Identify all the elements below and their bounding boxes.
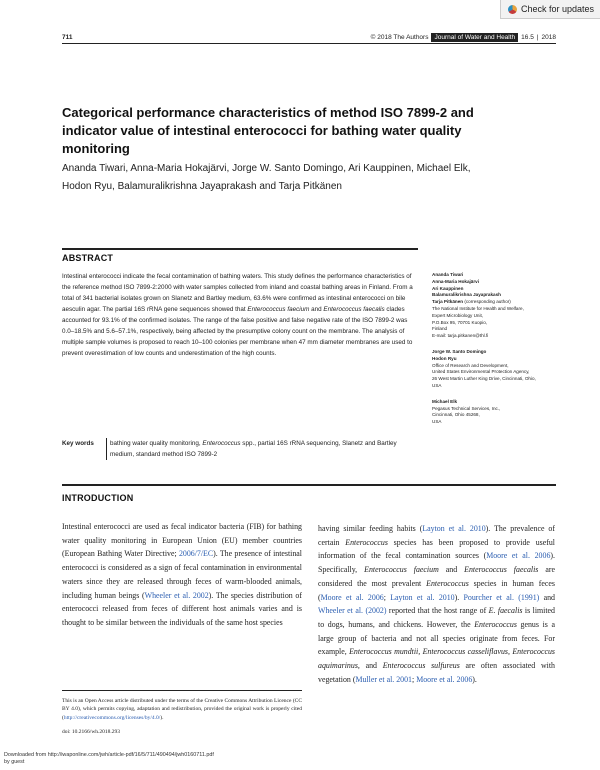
affiliation-block-pegasus: Michael Elk Pegasus Technical Services, Inc., Cincinnati, Ohio 45268, USA [432, 398, 501, 425]
intro-column-right: having similar feeding habits (Layton et al. 2010). The prevalence of certain Enterococcus species has been proposed to provide useful information of the fecal contamination sources (Moore et al. 2006). Specifically, Enterococcus faecium and Enterococcus faecalis are considered the most prevalent Enterococcus species in human feces (Moore et al. 2006; Layton et al. 2010). Pourcher et al. (1991) and Wheeler et al. (2002) reported that the host range of E. faecalis is limited to dogs, humans, and chickens. However, the Enterococcus genus is a large group of bacteria and not all species originate from feces. For example, Enterococcus mundtii, Enterococcus casseliflavus, Enterococcus aquimarinus, and Enterococcus sulfureus are often associated with vegetation (Muller et al. 2001; Moore et al. 2006). [318, 524, 555, 684]
citation-link[interactable]: Moore et al. 2006 [416, 674, 473, 684]
keywords-text: bathing water quality monitoring, Enterococcus spp., partial 16S rRNA sequencing, Slanetz and Bartley medium, standard method ISO 7899-2 [106, 438, 418, 460]
citation-link[interactable]: Wheeler et al. (2002) [318, 606, 387, 616]
abstract-text: Intestinal enterococci indicate the fecal contamination of bathing waters. This study defines the performance characteristics of the reference method ISO 7899-2:2000 with water samples collected from inland and coastal bathing areas in Finland. From a total of 341 bacterial isolates grown on Slanetz and Bartley medium, 63.6% were confirmed as intestinal enterococci on bile aesculin agar. The partial 16S rRNA gene sequences showed that Enterococcus faecium and Enterococcus faecalis clades accounted for 93.1% of the confirmed isolates. The range of the false positive and false negative rate of the ISO 7899-2 was 0.0–18.5% and 5.6–57.1%, respectively, being affected by the presumptive colony count on the membrane. The analysis of multiple sample volumes is proposed to reach 10–100 colonies per membrane when 47 mm diameter membranes are used to prevent overestimation of low counts and underestimation of the high counts. [62, 273, 413, 357]
author-list: Ananda Tiwari, Anna-Maria Hokajärvi, Jorge W. Santo Domingo, Ari Kauppinen, Michael Elk, Hodon Ryu, Balamuralikrishna Jayaprakash and Tarja Pitkänen [62, 163, 471, 192]
page-number: 711 [62, 34, 73, 41]
download-notice: Downloaded from http://iwaponline.com/jwh/article-pdf/16/5/711/490494/jwh0160711.pdf by guest [4, 752, 214, 765]
affiliation-block-thl: Ananda Tiwari Anna-Maria Hokajärvi Ari Kauppinen Balamuralikrishna Jayaprakash Tarja Pitkänen (corresponding author) The National Institute for Health and Welfare, Expert Microbiology Unit, P.O.Box 95, 70701 Kuopio, Finland E-mail: tarja.pitkanen@thl.fi [432, 272, 524, 339]
citation-link[interactable]: 2006/7/EC [178, 549, 214, 559]
check-for-updates-badge[interactable] [500, 0, 600, 19]
citation-link[interactable]: Layton et al. 2010 [390, 592, 455, 602]
footnote-rule [62, 690, 302, 691]
volume: 16.5 [521, 34, 534, 41]
crossmark-icon [508, 5, 517, 14]
intro-rule [62, 484, 556, 486]
check-for-updates-label: Check for updates [520, 4, 595, 14]
header-rule [62, 43, 556, 44]
keywords-label: Key words [62, 440, 94, 447]
citation-link[interactable]: Moore et al. 2006 [320, 592, 384, 602]
running-header: 711 © 2018 The Authors Journal of Water and Health 16.5 | 2018 [62, 34, 556, 41]
affiliation-block-epa: Jorge W. Santo Domingo Hodon Ryu Office of Research and Development, United States Environmental Protection Agency, 26 West Martin Luther King Drive, Cincinnati, Ohio, USA [432, 348, 536, 388]
abstract-rule [62, 248, 418, 250]
intro-heading: INTRODUCTION [62, 493, 134, 503]
citation-link[interactable]: Pourcher et al. (1991) [463, 592, 540, 602]
intro-column-left: Intestinal enterococci are used as fecal indicator bacteria (FIB) for bathing water quality monitoring in European Union (EU) member countries (European Bathing Water Directive; 2006/7/EC). The presence of intestinal enterococci is considered as a sign of fecal contamination in environmental waters since they are released through feces of warm-blooded animals, including human beings (Wheeler et al. 2002). The species distribution of enterococci released from feces of different host animals varies and is thought to be similar between the individuals of the same host species [62, 522, 303, 627]
license-link[interactable]: http://creativecommons.org/licenses/by/4.0/ [63, 714, 161, 721]
keywords [62, 438, 418, 460]
citation-link[interactable]: Layton et al. 2010 [422, 524, 486, 533]
doi: doi: 10.2166/wh.2018.293 [62, 729, 121, 735]
article-title: Categorical performance characteristics of method ISO 7899-2 and indicator value of intestinal enterococci for bathing water quality monitoring [62, 105, 474, 156]
license-note: This is an Open Access article distributed under the terms of the Creative Commons Attribution Licence (CC BY 4.0), which permits copying, adaptation and redistribution, provided the original work is properly cited (http://creativecommons.org/licenses/by/4.0/). [62, 698, 302, 721]
corresponding-email[interactable]: E-mail: tarja.pitkanen@thl.fi [432, 333, 489, 339]
copyright: © 2018 The Authors [370, 34, 429, 41]
journal-name: Journal of Water and Health [431, 33, 518, 42]
year: 2018 [541, 34, 556, 41]
citation-link[interactable]: Wheeler et al. 2002 [144, 590, 209, 600]
author-affiliations [432, 272, 562, 435]
citation-link[interactable]: Moore et al. 2006 [486, 551, 551, 561]
citation-link[interactable]: Muller et al. 2001 [355, 674, 413, 684]
abstract-heading: ABSTRACT [62, 253, 114, 263]
